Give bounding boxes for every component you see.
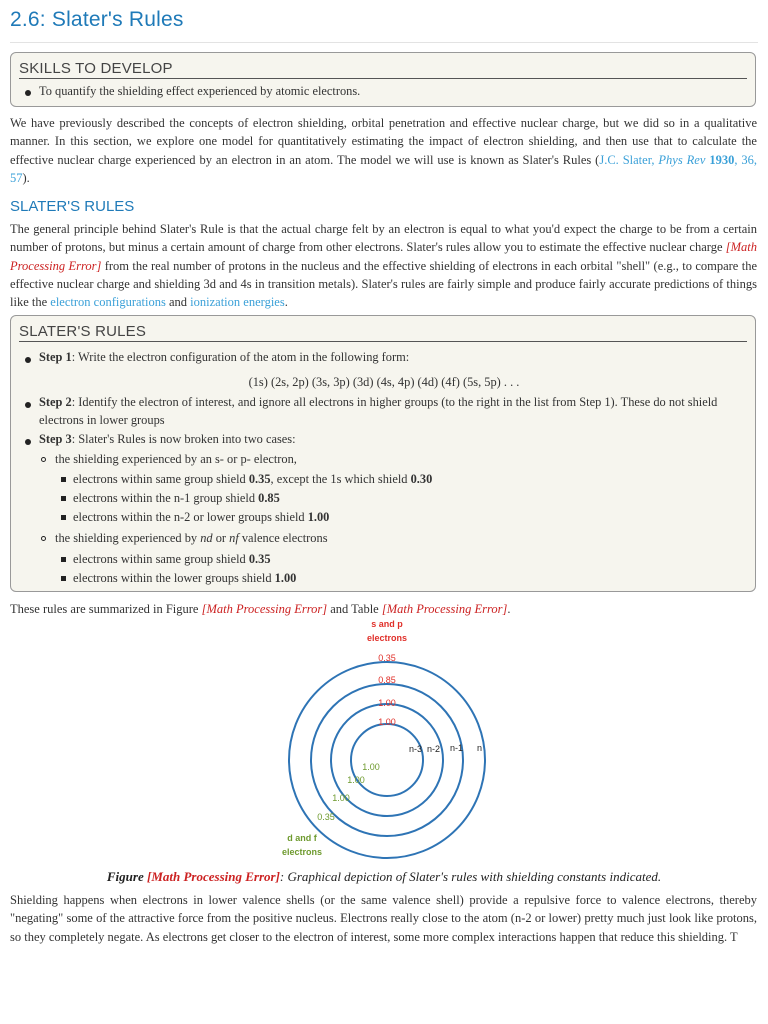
case-df bbox=[55, 529, 328, 547]
rules-box bbox=[10, 315, 756, 592]
df-value: 1.00 bbox=[332, 793, 350, 803]
citation-volume: , 36, bbox=[734, 152, 758, 167]
caption-text: : Graphical depiction of Slater's rules with shielding constants indicated. bbox=[279, 869, 662, 884]
intro-text: We have previously described the concepts of electron shielding, orbital penetration and effective nuclear charge, but we did so in a qualitative manner. In this section, we explore one model for quantitatively estimating the impact of electron shielding, and then use that to calculate the effective nuclear charge experienced by an electron in an atom. The model we will use is known as Slater's Rules ( bbox=[10, 116, 757, 167]
bullet-icon bbox=[25, 439, 31, 445]
principle-paragraph bbox=[10, 220, 757, 311]
square-bullet-icon bbox=[61, 576, 66, 581]
case-df-text: valence electrons bbox=[238, 531, 328, 545]
math-error: [Math Processing Error] bbox=[381, 602, 508, 616]
title-divider bbox=[10, 42, 758, 43]
square-bullet-icon bbox=[61, 557, 66, 562]
step-1-text: : Write the electron configuration of the atom in the following form: bbox=[71, 350, 410, 364]
citation-year: 1930 bbox=[709, 152, 735, 167]
square-bullet-icon bbox=[61, 515, 66, 520]
math-error: [Math Processing Error] bbox=[146, 869, 280, 884]
rule-text: electrons within the n-1 group shield bbox=[73, 491, 259, 505]
sp-value: 1.00 bbox=[378, 698, 396, 708]
step-1-label: Step 1 bbox=[39, 350, 72, 364]
principle-text-2: from the real number of protons in the nucleus and the effective shielding of electrons in each orbital "shell" (e.g., to compare the effective nuclear charge and shielding 3d and 4s in transition metals). Slater's rules are fairly simple and produce fairly accurate predictions of things like the bbox=[10, 258, 757, 310]
case-sp-rule-3 bbox=[73, 508, 329, 526]
rule-text: , except the 1s which shield bbox=[270, 472, 411, 486]
ionization-energies-link[interactable]: ionization energies bbox=[190, 295, 285, 310]
math-error: [Math Processing Error] bbox=[201, 602, 328, 616]
bullet-icon bbox=[25, 402, 31, 408]
rule-text: electrons within same group shield bbox=[73, 472, 249, 486]
case-df-rule-1 bbox=[73, 550, 271, 568]
principle-end: . bbox=[284, 295, 288, 310]
shielding-paragraph: Shielding happens when electrons in lower valence shells (or the same valence shell) provide a repulsive force to valence electrons, thereby "negating" some of the attractive force from the positive nucleus. Electrons really close to the atom (n-2 or lower) pretty much just look like protons, so they completely negate. As electrons get closer to the electron of interest, some more complex interactions happen that reduce this shielding. T bbox=[10, 893, 757, 944]
shell-label: n-3 bbox=[409, 744, 423, 754]
bullet-icon bbox=[25, 90, 31, 96]
shell-label: n-1 bbox=[450, 743, 464, 753]
square-bullet-icon bbox=[61, 496, 66, 501]
rule-text: electrons within same group shield bbox=[73, 552, 249, 566]
df-value: 1.00 bbox=[347, 775, 365, 785]
caption-figure-label: Figure bbox=[106, 869, 147, 884]
summary-text: and Table bbox=[327, 602, 382, 616]
case-df-or: or bbox=[212, 531, 230, 545]
step-2-text: : Identify the electron of interest, and ignore all electrons in higher groups (to the right in the list from Step 1). These do not shield electrons in lower groups bbox=[39, 395, 718, 427]
step-3 bbox=[39, 430, 296, 448]
shell-circle-n bbox=[289, 662, 485, 858]
summary-end: . bbox=[507, 602, 511, 616]
df-value: 0.35 bbox=[317, 812, 335, 822]
case-df-nf: nf bbox=[229, 531, 239, 545]
rule-value: 0.30 bbox=[410, 472, 433, 486]
configuration-formula: (1s) (2s, 2p) (3s, 3p) (3d) (4s, 4p) (4d) (4f) (5s, 5p) . . . bbox=[248, 375, 520, 389]
skills-item: To quantify the shielding effect experienced by atomic electrons. bbox=[39, 84, 361, 98]
summary-text: These rules are summarized in Figure bbox=[10, 602, 202, 616]
df-value: 1.00 bbox=[362, 762, 380, 772]
step-3-label: Step 3 bbox=[39, 432, 72, 446]
electron-configurations-link[interactable]: electron configurations bbox=[50, 295, 166, 310]
sp-label-line-1: s and p bbox=[371, 619, 403, 629]
case-sp-rule-1 bbox=[73, 470, 432, 488]
step-2 bbox=[39, 393, 751, 429]
rule-value: 0.85 bbox=[258, 491, 280, 505]
citation-author: J.C. Slater, bbox=[599, 152, 659, 167]
shell-label: n bbox=[477, 743, 483, 753]
case-sp-rule-2 bbox=[73, 489, 280, 507]
intro-paragraph bbox=[10, 114, 757, 187]
figure-caption bbox=[0, 869, 768, 885]
page-title: 2.6: Slater's Rules bbox=[10, 8, 184, 31]
math-error: [Math Processing Error] bbox=[10, 240, 757, 273]
rule-text: electrons within the n-2 or lower groups shield bbox=[73, 510, 308, 524]
shell-circle-n-3 bbox=[351, 724, 423, 796]
and-text: and bbox=[165, 295, 191, 310]
df-label-line-1: d and f bbox=[287, 833, 317, 843]
case-df-text: the shielding experienced by bbox=[55, 531, 201, 545]
rule-value: 0.35 bbox=[248, 472, 271, 486]
slater-diagram bbox=[0, 612, 768, 862]
rule-text: electrons within the lower groups shield bbox=[73, 571, 275, 585]
case-sp: the shielding experienced by an s- or p- electron, bbox=[55, 452, 297, 466]
df-label-line-2: electrons bbox=[281, 847, 323, 857]
rule-value: 1.00 bbox=[274, 571, 297, 585]
step-2-label: Step 2 bbox=[39, 395, 72, 409]
shell-label: n-2 bbox=[427, 744, 441, 754]
principle-text-1: The general principle behind Slater's Rule is that the actual charge felt by an electron is equal to what you'd expect the charge to be from a certain number of protons, but minus a certain amount of charge from other electrons. Slater's rules allow you to estimate the effective nuclear charge bbox=[10, 222, 757, 255]
section-heading: SLATER'S RULES bbox=[10, 198, 135, 215]
rule-value: 1.00 bbox=[307, 510, 330, 524]
step-3-text: : Slater's Rules is now broken into two cases: bbox=[71, 432, 296, 446]
rules-box-heading: SLATER'S RULES bbox=[19, 323, 747, 342]
circle-bullet-icon bbox=[41, 536, 46, 541]
sp-label-line-2: electrons bbox=[366, 633, 408, 643]
citation-journal: Phys Rev bbox=[658, 152, 706, 167]
sp-value: 0.35 bbox=[378, 653, 396, 663]
case-df-nd: nd bbox=[200, 531, 213, 545]
step-1 bbox=[39, 348, 409, 366]
intro-end: ). bbox=[22, 170, 30, 185]
case-df-rule-2 bbox=[73, 569, 296, 587]
sp-value: 0.85 bbox=[378, 675, 396, 685]
square-bullet-icon bbox=[61, 477, 66, 482]
sp-value: 1.00 bbox=[378, 717, 396, 727]
skills-box bbox=[10, 52, 756, 107]
citation-page: 57 bbox=[10, 170, 23, 185]
bullet-icon bbox=[25, 357, 31, 363]
skills-heading: SKILLS TO DEVELOP bbox=[19, 60, 747, 79]
rule-value: 0.35 bbox=[248, 552, 271, 566]
circle-bullet-icon bbox=[41, 457, 46, 462]
